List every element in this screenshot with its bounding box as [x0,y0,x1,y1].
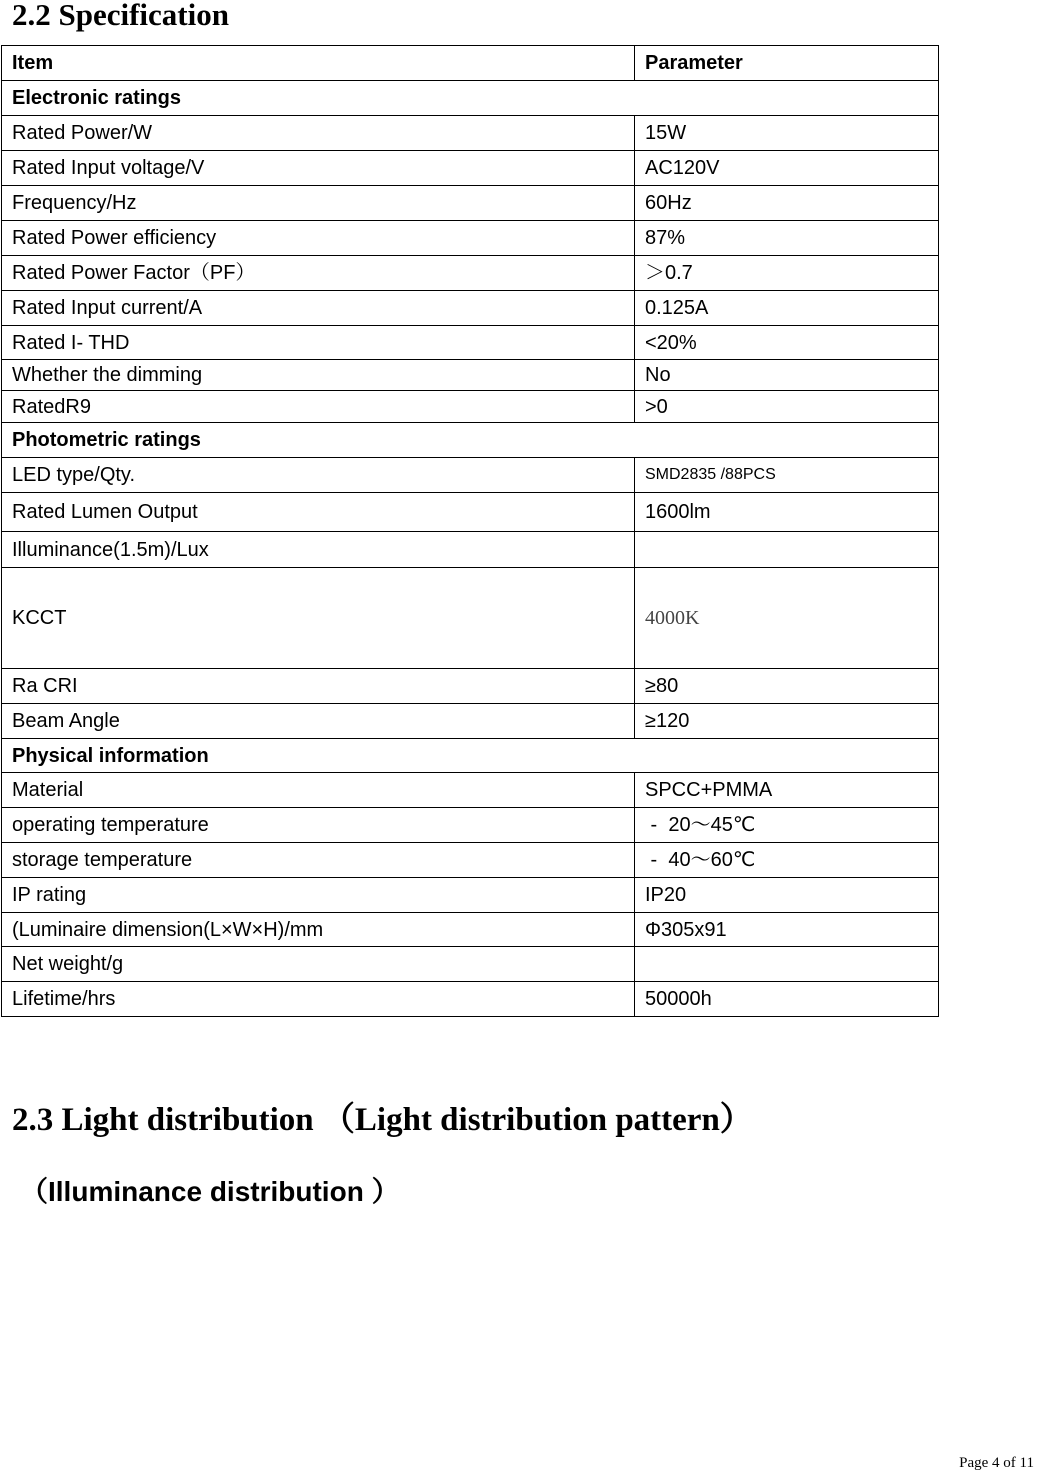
row-value: IP20 [635,878,939,913]
table-row [2,458,939,493]
row-value: ≥80 [635,669,939,704]
row-value: 50000h [635,982,939,1017]
row-value: Φ305x91 [635,913,939,947]
table-row [2,256,939,291]
subtitle-illuminance-distribution: （Illuminance distribution ） [20,1176,400,1207]
row-item: LED type/Qty. [2,458,635,493]
row-item: Rated Input current/A [2,291,635,326]
page-number: Page 4 of 11 [959,1455,1034,1471]
specification-table [1,45,939,1017]
section-title: Physical information [2,739,939,773]
section-row-photometric [2,423,939,458]
table-row [2,913,939,947]
row-item: Whether the dimming [2,360,635,391]
row-item: Frequency/Hz [2,186,635,221]
row-item: (Luminaire dimension(L×W×H)/mm [2,913,635,947]
table-row [2,669,939,704]
row-item: IP rating [2,878,635,913]
section-title-light-distribution: 2.3 Light distribution （Light distribution pattern） [12,1102,753,1138]
row-value [635,532,939,568]
table-row [2,326,939,360]
table-row [2,773,939,808]
row-item: Ra CRI [2,669,635,704]
section-row-electronic [2,81,939,116]
row-value: <20% [635,326,939,360]
row-item: storage temperature [2,843,635,878]
table-row [2,116,939,151]
row-item: Net weight/g [2,947,635,982]
row-value: ≥120 [635,704,939,739]
row-item: Rated Input voltage/V [2,151,635,186]
table-row [2,391,939,423]
row-item: Rated Power/W [2,116,635,151]
row-item: Rated Lumen Output [2,493,635,532]
table-row [2,947,939,982]
row-value: - 20～45℃ [635,808,939,843]
row-value: ＞0.7 [635,256,939,291]
table-row [2,360,939,391]
section-title: Electronic ratings [2,81,939,116]
table-row [2,221,939,256]
table-row [2,843,939,878]
row-value: - 40～60℃ [635,843,939,878]
row-value: SMD2835 /88PCS [635,458,939,493]
row-value: 1600lm [635,493,939,532]
row-value: No [635,360,939,391]
table-row [2,568,939,669]
table-header-row [2,46,939,81]
row-item: Rated I- THD [2,326,635,360]
table-row [2,808,939,843]
row-value: 87% [635,221,939,256]
row-value: SPCC+PMMA [635,773,939,808]
row-value: 15W [635,116,939,151]
header-item: Item [2,46,635,81]
table-row [2,493,939,532]
row-value [635,947,939,982]
table-row [2,878,939,913]
section-title-specification: 2.2 Specification [12,0,229,32]
section-title: Photometric ratings [2,423,939,458]
section-row-physical [2,739,939,773]
row-item: Material [2,773,635,808]
row-item: KCCT [2,568,635,669]
row-value: >0 [635,391,939,423]
row-item: operating temperature [2,808,635,843]
row-item: Rated Power efficiency [2,221,635,256]
header-parameter: Parameter [635,46,939,81]
row-item: Rated Power Factor（PF） [2,256,635,291]
row-item: Lifetime/hrs [2,982,635,1017]
row-value: AC120V [635,151,939,186]
table-row [2,704,939,739]
row-item: RatedR9 [2,391,635,423]
table-row [2,291,939,326]
table-row [2,151,939,186]
row-item: Beam Angle [2,704,635,739]
row-item: Illuminance(1.5m)/Lux [2,532,635,568]
row-value: 4000K [635,568,939,669]
row-value: 60Hz [635,186,939,221]
row-value: 0.125A [635,291,939,326]
table-row [2,532,939,568]
table-row [2,982,939,1017]
table-row [2,186,939,221]
